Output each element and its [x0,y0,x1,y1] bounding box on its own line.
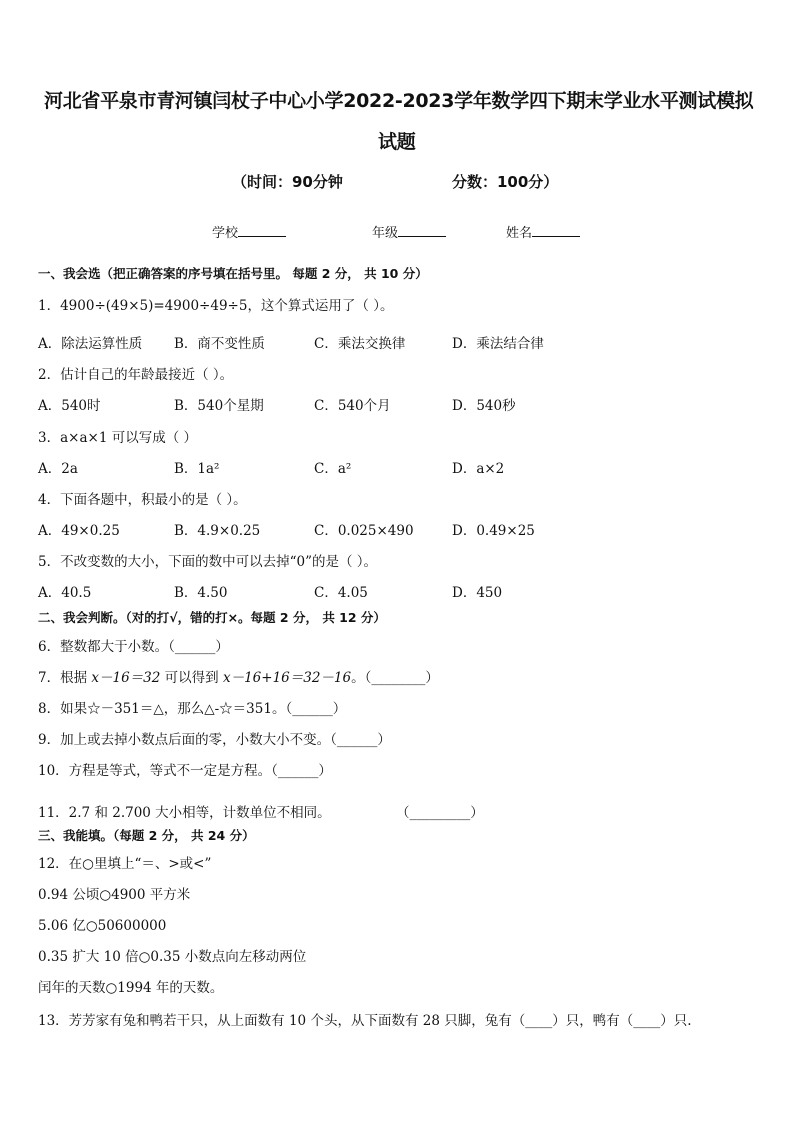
question-11-answer-blank[interactable]: （_________） [396,805,484,821]
exam-score: 分数：100分） [452,173,559,191]
exam-time: （时间：90分钟 [232,173,343,191]
question-1-option-c[interactable]: C．乘法交换律 [314,336,406,352]
question-8: 8．如果☆－351＝△，那么△-☆＝351。（______） [38,701,347,717]
section-title-judge: 二、我会判断。（对的打√，错的打×。每题 2 分， 共 12 分） [38,610,386,625]
question-7-text-a: 7．根据 [38,670,92,686]
question-4-option-c[interactable]: C．0.025×490 [314,523,414,539]
question-7-text-b: 可以得到 [160,670,223,686]
question-4-text: 下面各题中，积最小的是（ ）。 [60,492,247,508]
question-2-option-a[interactable]: A．540时 [38,398,101,414]
question-5-option-d[interactable]: D．450 [452,585,503,601]
question-2-option-c[interactable]: C．540个月 [314,398,391,414]
question-4-option-b[interactable]: B．4.9×0.25 [174,523,261,539]
question-7 [38,666,439,686]
question-11: 11．2.7 和 2.700 大小相等，计数单位不相同。 [38,805,331,821]
question-3-number: 3． [38,430,61,446]
question-7-equation-1: x－16＝32 [91,670,161,686]
question-3-option-a[interactable]: A．2a [38,461,78,477]
question-12-item-4: 闰年的天数○1994 年的天数。 [38,980,224,996]
question-3-option-d[interactable]: D．a×2 [452,461,505,477]
name-label: 姓名 [506,226,533,241]
question-2-text: 估计自己的年龄最接近（ ）。 [60,367,234,383]
grade-label: 年级 [372,226,399,241]
question-4 [38,488,247,508]
question-1-expression: 4900÷(49×5)=4900÷49÷5 [60,298,248,314]
school-field[interactable] [212,222,286,241]
question-12-item-2: 5.06 亿○50600000 [38,918,167,934]
question-2-option-d[interactable]: D．540秒 [452,398,516,414]
page-title: 河北省平泉市青河镇闫杖子中心小学2022-2023学年数学四下期末学业水平测试模拟 [44,90,754,112]
section-title-fill: 三、我能填。（每题 2 分， 共 24 分） [38,828,255,843]
question-3 [38,426,197,446]
question-7-equation-2: x－16+16＝32－16 [222,670,352,686]
question-1-text: ，这个算式运用了（ ）。 [247,298,394,314]
question-4-number: 4． [38,492,61,508]
question-1-option-d[interactable]: D．乘法结合律 [452,336,544,352]
question-3-option-c[interactable]: C．a² [314,461,352,477]
question-5-number: 5． [38,554,61,570]
question-5 [38,550,377,570]
question-4-option-a[interactable]: A．49×0.25 [38,523,120,539]
question-1-number: 1． [38,298,61,314]
question-3-option-b[interactable]: B．1a² [174,461,220,477]
question-5-option-a[interactable]: A．40.5 [38,585,92,601]
question-1-option-b[interactable]: B．商不变性质 [174,336,265,352]
question-2 [38,363,233,383]
question-4-option-d[interactable]: D．0.49×25 [452,523,535,539]
page-title-continued: 试题 [378,131,416,153]
question-9: 9．加上或去掉小数点后面的零，小数大小不变。（______） [38,732,391,748]
question-6: 6．整数都大于小数。（______） [38,639,229,655]
name-field[interactable] [506,222,580,241]
question-2-option-b[interactable]: B．540个星期 [174,398,264,414]
question-3-text: a×a×1 可以写成（ ） [60,430,197,446]
question-1 [38,294,393,314]
question-5-text: 不改变数的大小，下面的数中可以去掉“0”的是（ ）。 [60,554,378,570]
school-label: 学校 [212,226,239,241]
grade-field[interactable] [372,222,446,241]
question-1-option-a[interactable]: A．除法运算性质 [38,336,143,352]
section-title-choice: 一、我会选（把正确答案的序号填在括号里。 每题 2 分， 共 10 分） [38,266,428,281]
question-2-number: 2． [38,367,61,383]
question-12: 12．在○里填上“＝、>或<” [38,856,212,872]
question-7-text-c: 。（________） [351,670,439,686]
question-5-option-c[interactable]: C．4.05 [314,585,368,601]
question-12-item-1: 0.94 公顷○4900 平方米 [38,887,191,903]
question-5-option-b[interactable]: B．4.50 [174,585,228,601]
question-12-item-3: 0.35 扩大 10 倍○0.35 小数点向左移动两位 [38,949,307,965]
question-10: 10．方程是等式，等式不一定是方程。（______） [38,763,332,779]
question-13: 13．芳芳家有兔和鸭若干只，从上面数有 10 个头，从下面数有 28 只脚，兔有（____）只，鸭有（____）只. [38,1013,692,1029]
